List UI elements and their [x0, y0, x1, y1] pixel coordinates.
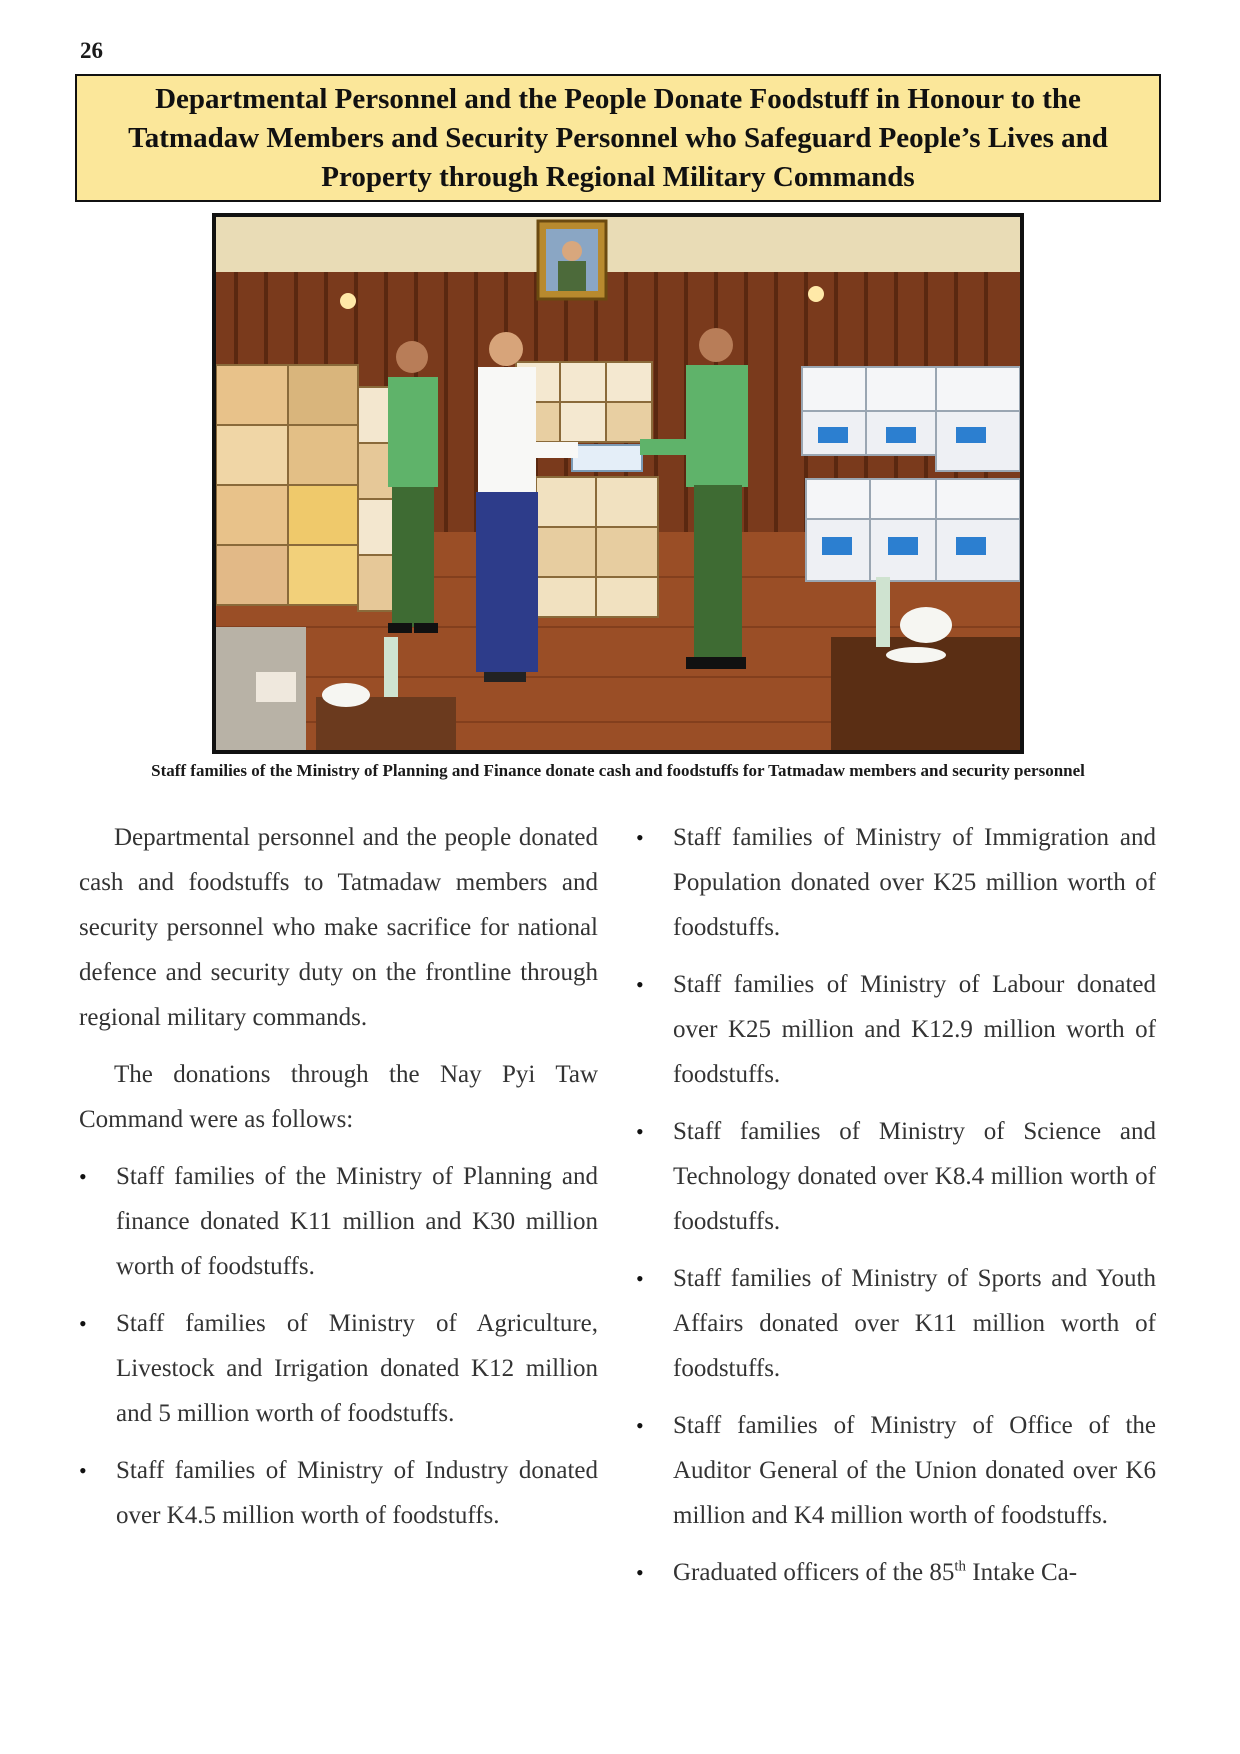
list-item-text: Staff families of Ministry of Science and Technology donated over K8.4 million worth of foodstuffs.	[673, 1118, 1156, 1235]
list-item	[636, 1256, 1156, 1391]
bullet-icon: •	[636, 1560, 644, 1585]
donation-photo-illustration	[216, 217, 1020, 750]
donation-photo	[212, 213, 1024, 754]
photo-caption: Staff families of the Ministry of Planning and Finance donate cash and foodstuffs for Tatmadaw members and security personnel	[151, 761, 1085, 780]
bullet-icon: •	[636, 825, 644, 850]
bullet-icon: •	[636, 972, 644, 997]
list-item	[79, 1448, 598, 1538]
list-item	[636, 1403, 1156, 1538]
article-title-box	[75, 74, 1161, 202]
list-item-text: Staff families of the Ministry of Planning and finance donated K11 million and K30 million worth of foodstuffs.	[116, 1163, 598, 1280]
left-column	[79, 815, 598, 1550]
list-item-text: Staff families of Ministry of Labour donated over K25 million and K12.9 million worth of foodstuffs.	[673, 971, 1156, 1088]
page-number: 26	[80, 38, 103, 63]
list-item-text-start: Graduated officers of the 85	[673, 1559, 955, 1586]
donation-list-right	[636, 815, 1156, 1595]
list-item-text: Staff families of Ministry of Agriculture, Livestock and Irrigation donated K12 million and 5 million worth of foodstuffs.	[116, 1310, 598, 1427]
list-item-text: Staff families of Ministry of Sports and Youth Affairs donated over K11 million worth of foodstuffs.	[673, 1265, 1156, 1382]
list-item	[79, 1301, 598, 1436]
bullet-icon: •	[636, 1413, 644, 1438]
bullet-icon: •	[636, 1266, 644, 1291]
list-item	[79, 1154, 598, 1289]
nay-pyi-taw-paragraph: The donations through the Nay Pyi Taw Command were as follows:	[79, 1061, 598, 1133]
bullet-icon: •	[79, 1164, 87, 1189]
list-item	[636, 815, 1156, 950]
bullet-icon: •	[636, 1119, 644, 1144]
intro-paragraph: Departmental personnel and the people donated cash and foodstuffs to Tatmadaw members and security personnel who make sacrifice for national defence and security duty on the frontline through regional military commands.	[79, 824, 598, 1031]
list-item	[636, 962, 1156, 1097]
article-title: Departmental Personnel and the People Donate Foodstuff in Honour to the Tatmadaw Members and Security Personnel who Safeguard People’s Lives and Property through Regional Military Commands	[128, 82, 1108, 193]
list-item-text: Staff families of Ministry of Office of the Auditor General of the Union donated over K6 million and K4 million worth of foodstuffs.	[673, 1412, 1156, 1529]
bullet-icon: •	[79, 1311, 87, 1336]
list-item	[636, 1550, 1156, 1595]
superscript-ordinal: th	[954, 1558, 967, 1575]
list-item	[636, 1109, 1156, 1244]
right-column	[636, 815, 1156, 1607]
list-item-text-end: Intake Ca-	[966, 1559, 1078, 1586]
list-item-text: Staff families of Ministry of Immigration and Population donated over K25 million worth of foodstuffs.	[673, 824, 1156, 941]
list-item-text: Staff families of Ministry of Industry donated over K4.5 million worth of foodstuffs.	[116, 1457, 598, 1529]
bullet-icon: •	[79, 1458, 87, 1483]
donation-list-left	[79, 1154, 598, 1538]
